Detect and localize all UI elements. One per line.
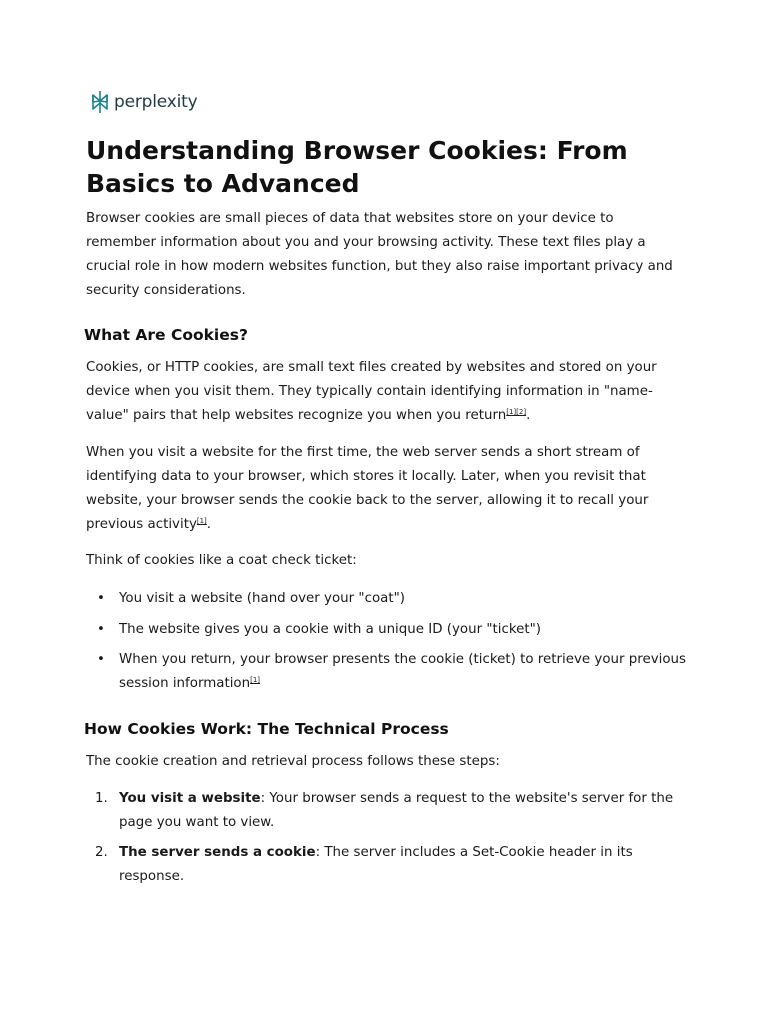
paragraph-text: When you visit a website for the first time, the web server sends a short stream of identifying data to your browser, which stores it locally. Later, when you revisit that website, your browser sends the cookie back to the server, allowing it to recall your previous activity	[86, 445, 649, 532]
list-item-text: When you return, your browser presents the cookie (ticket) to retrieve your previous session information	[119, 652, 687, 691]
period: .	[526, 408, 531, 423]
list-item	[97, 587, 687, 611]
list-item-text: The website gives you a cookie with a unique ID (your "ticket")	[119, 622, 542, 637]
section-heading-how-cookies-work: How Cookies Work: The Technical Process	[84, 720, 449, 738]
section-heading-what-are-cookies: What Are Cookies?	[84, 326, 248, 344]
brand-name: perplexity	[114, 92, 198, 112]
list-number: 2.	[95, 845, 108, 860]
list-item	[97, 648, 687, 696]
bullet-icon: •	[97, 622, 105, 637]
page-title: Understanding Browser Cookies: From Basics to Advanced	[86, 136, 628, 198]
citation-link[interactable]: [1]	[196, 517, 207, 525]
section1-paragraph-3: Think of cookies like a coat check ticket:	[86, 553, 357, 568]
list-item-text: You visit a website (hand over your "coat")	[119, 591, 405, 606]
bullet-icon: •	[97, 591, 105, 606]
step-title: You visit a website	[119, 791, 261, 806]
list-item	[97, 618, 687, 642]
paragraph-text: Cookies, or HTTP cookies, are small text files created by websites and stored on your device when you visit them. They typically contain identifying information in "name-value" pairs that help websites recognize you when you return	[86, 360, 657, 423]
section1-paragraph-2	[86, 441, 686, 537]
step-text: : Your browser sends a request to the website's server for the page you want to view.	[119, 791, 674, 830]
section1-paragraph-1	[86, 356, 686, 428]
step-text: : The server includes a Set-Cookie header in its response.	[119, 845, 633, 884]
bullet-icon: •	[97, 652, 105, 667]
step-title: The server sends a cookie	[119, 845, 316, 860]
intro-paragraph: Browser cookies are small pieces of data that websites store on your device to remember information about you and your browsing activity. These text files play a crucial role in how modern websites function, but they also raise important privacy and security considerations.	[86, 211, 673, 298]
perplexity-logo-icon	[90, 90, 110, 114]
numbered-list-item	[95, 841, 687, 889]
list-number: 1.	[95, 791, 108, 806]
section2-paragraph-1: The cookie creation and retrieval process follows these steps:	[86, 754, 500, 769]
citation-link[interactable]: [1]	[250, 676, 261, 684]
citation-link[interactable]: [1][2]	[506, 408, 527, 416]
brand-logo	[90, 90, 197, 114]
numbered-list-item	[95, 787, 687, 835]
period: .	[206, 517, 212, 532]
